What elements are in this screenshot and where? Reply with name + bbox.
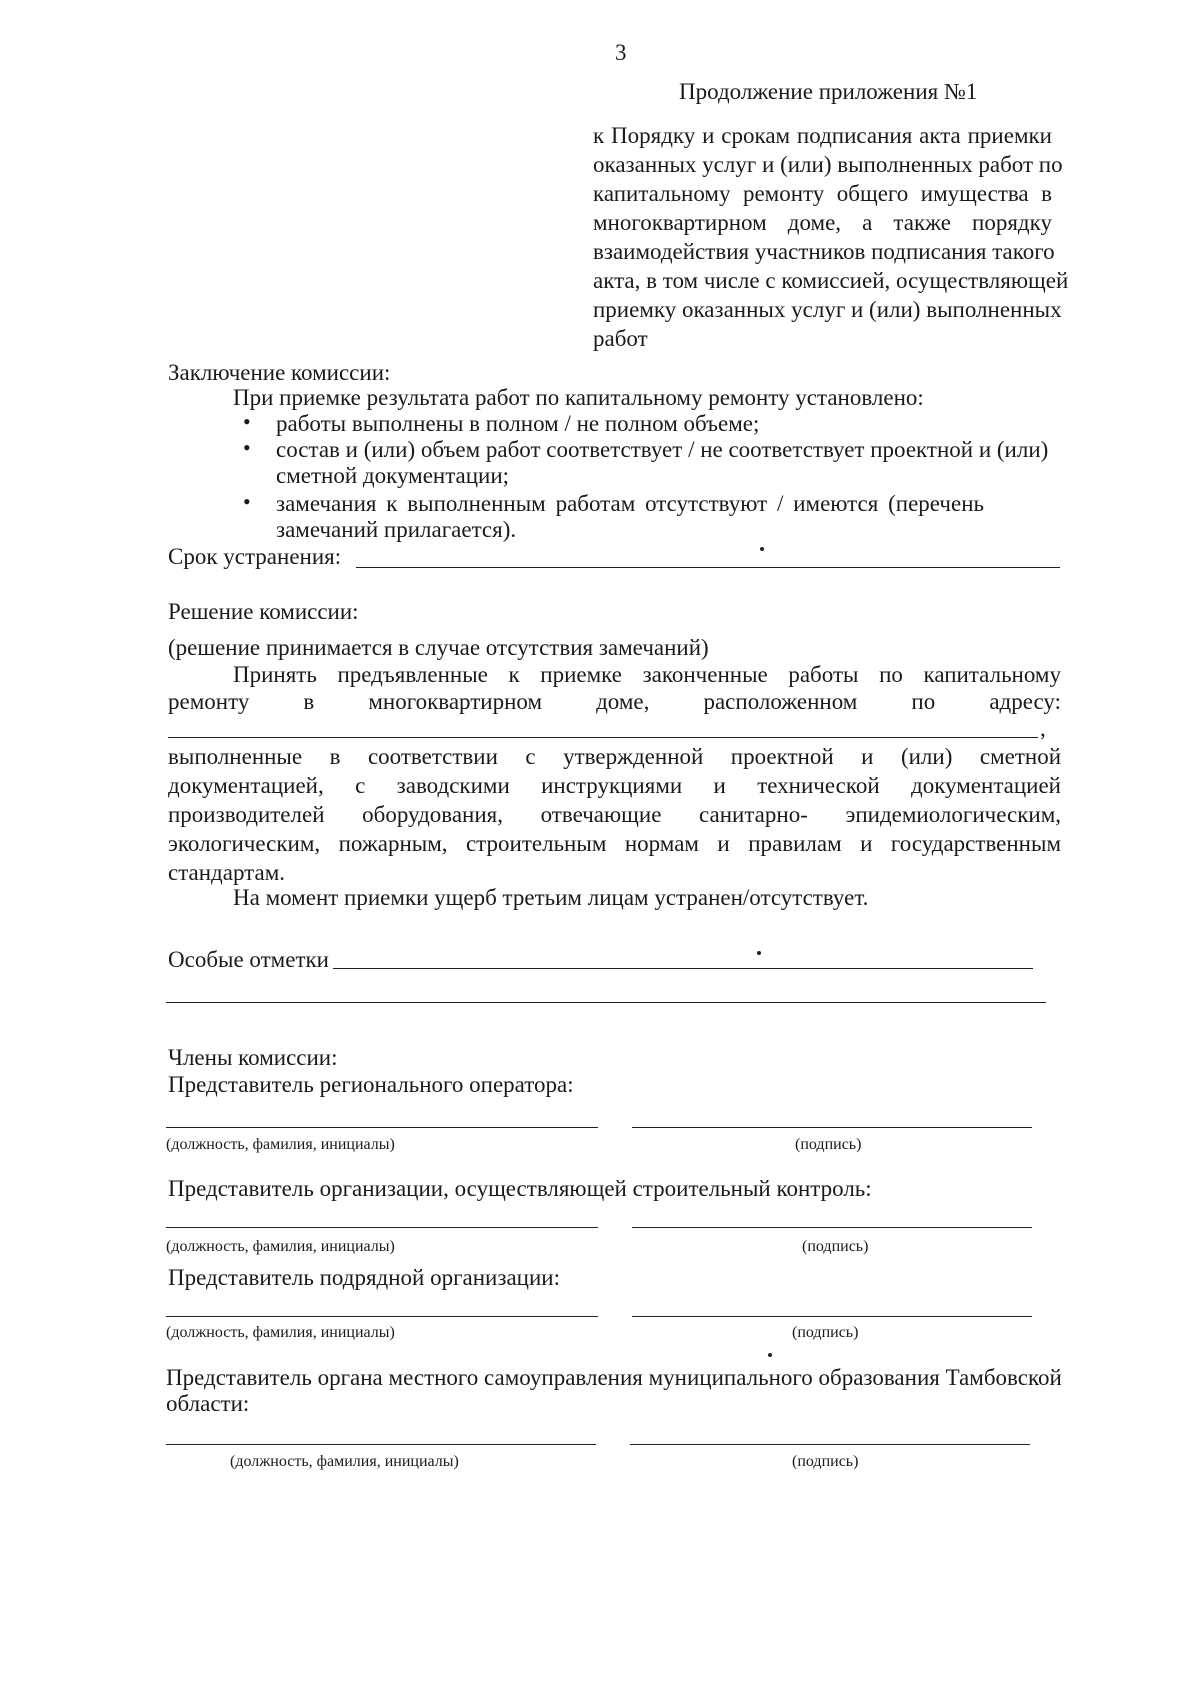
appendix-ref-line: капитальному ремонту общего имущества в [593, 181, 1052, 206]
rep-control-label: Представитель организации, осуществляющей строительный контроль: [168, 1176, 872, 1201]
appendix-reference [593, 121, 1069, 353]
decision-body [168, 742, 1061, 887]
conclusion-bullet: состав и (или) объем работ соответствует / не соответствует проектной и (или) [276, 437, 1049, 462]
conclusion-heading: Заключение комиссии: [168, 360, 391, 385]
decision-body-line: выполненные в соответствии с утвержденной проектной и (или) сметной [168, 744, 1061, 769]
bullet-icon: • [243, 489, 251, 514]
rep-regional-signature-field[interactable] [632, 1127, 1032, 1128]
members-heading: Члены комиссии: [168, 1045, 338, 1070]
conclusion-intro: При приемке результата работ по капитальному ремонту установлено: [233, 385, 924, 410]
scan-speck [757, 951, 761, 955]
scan-speck [760, 547, 764, 551]
signature-caption: (подпись) [792, 1453, 859, 1470]
address-comma: , [1040, 716, 1046, 741]
rep-regional-position-field[interactable] [166, 1127, 598, 1128]
rep-contractor-label: Представитель подрядной организации: [168, 1265, 560, 1290]
decision-para-line: ремонту в многоквартирном доме, расположенном по адресу: [168, 689, 1061, 714]
position-caption: (должность, фамилия, инициалы) [230, 1453, 459, 1470]
scan-speck [768, 1353, 772, 1357]
rep-regional-label: Представитель регионального оператора: [168, 1072, 574, 1097]
appendix-ref-line: многоквартирном доме, а также порядку [593, 210, 1052, 235]
signature-caption: (подпись) [795, 1136, 862, 1153]
decision-para-line: Принять предъявленные к приемке законченные работы по капитальному [233, 662, 1061, 687]
appendix-ref-line: взаимодействия участников подписания такого [593, 239, 1055, 264]
position-caption: (должность, фамилия, инициалы) [166, 1324, 395, 1341]
position-caption: (должность, фамилия, инициалы) [166, 1238, 395, 1255]
rep-local-position-field[interactable] [166, 1444, 596, 1445]
decision-body-line: стандартам. [168, 860, 286, 885]
conclusion-bullet [276, 489, 984, 518]
conclusion-bullet-cont: замечаний прилагается). [276, 517, 517, 542]
appendix-ref-line: работ [593, 326, 648, 351]
appendix-ref-line: приемку оказанных услуг и (или) выполненных [593, 297, 1062, 322]
appendix-title: Продолжение приложения №1 [679, 79, 978, 104]
appendix-ref-line: к Порядку и срокам подписания акта приемки [593, 123, 1052, 148]
bullet-icon: • [243, 435, 251, 460]
special-notes-field-2[interactable] [166, 1002, 1046, 1003]
signature-caption: (подпись) [802, 1238, 869, 1255]
rep-local-label: Представитель органа местного самоуправления муниципального образования Тамбовской [166, 1365, 1062, 1390]
rep-control-signature-field[interactable] [632, 1227, 1032, 1228]
deadline-field[interactable] [356, 567, 1060, 568]
position-caption: (должность, фамилия, инициалы) [166, 1136, 395, 1153]
decision-note: (решение принимается в случае отсутствия замечаний) [168, 635, 709, 660]
rep-control-position-field[interactable] [166, 1227, 598, 1228]
decision-heading: Решение комиссии: [168, 599, 359, 624]
signature-caption: (подпись) [792, 1324, 859, 1341]
address-field[interactable] [168, 737, 1038, 738]
rep-contractor-position-field[interactable] [166, 1316, 598, 1317]
decision-body-line: документацией, с заводскими инструкциями и технической документацией [168, 773, 1061, 798]
decision-body-line: производителей оборудования, отвечающие санитарно- эпидемиологическим, [168, 802, 1061, 827]
appendix-ref-line: акта, в том числе с комиссией, осуществляющей [593, 268, 1069, 293]
special-notes-field[interactable] [333, 968, 1033, 969]
conclusion-bullet-cont: сметной документации; [276, 463, 510, 488]
rep-local-signature-field[interactable] [630, 1444, 1030, 1445]
special-notes-label: Особые отметки [168, 947, 329, 972]
deadline-label: Срок устранения: [168, 544, 342, 569]
damage-statement: На момент приемки ущерб третьим лицам устранен/отсутствует. [233, 885, 869, 910]
conclusion-bullet: работы выполнены в полном / не полном объеме; [276, 411, 760, 436]
appendix-ref-line: оказанных услуг и (или) выполненных работ по [593, 152, 1063, 177]
decision-body-line: экологическим, пожарным, строительным нормам и правилам и государственным [168, 831, 1061, 856]
page-number: 3 [615, 40, 627, 65]
rep-contractor-signature-field[interactable] [632, 1316, 1032, 1317]
bullet-icon: • [243, 409, 251, 434]
rep-local-label-cont: области: [166, 1391, 250, 1416]
conclusion-bullet-text: замечания к выполненным работам отсутствуют / имеются (перечень [276, 491, 984, 516]
